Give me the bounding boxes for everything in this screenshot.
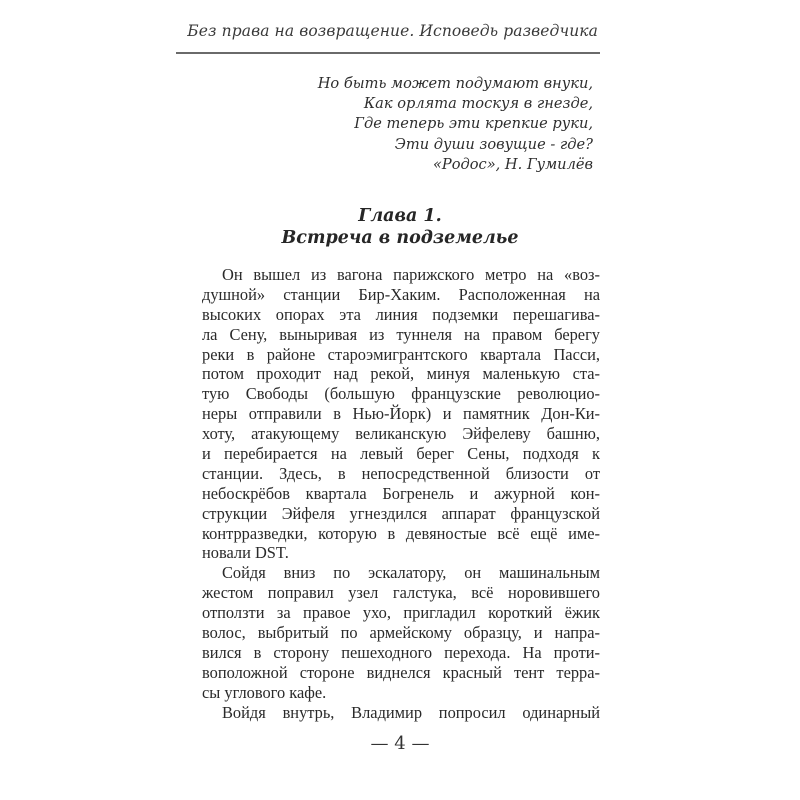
epigraph-attribution: «Родос», Н. Гумилёв	[432, 155, 593, 173]
text-line: реки в районе староэмигрантского квартала Пасси,	[202, 344, 600, 364]
text-line: Сойдя вниз по эскалатору, он машинальным	[222, 563, 600, 583]
chapter-title: Встреча в подземелье	[281, 228, 519, 248]
epigraph	[318, 74, 593, 175]
text-line: ла Сену, выныривая из туннеля на правом берегу	[202, 324, 600, 344]
epigraph-line: Эти души зовущие - где?	[394, 135, 593, 153]
text-line: сы углового кафе.	[202, 682, 327, 702]
text-line: станции. Здесь, в непосредственной близости от	[202, 463, 600, 483]
epigraph-line: Но быть может подумают внуки,	[317, 75, 593, 92]
text-line: тую Свободы (большую французские революцио-	[202, 384, 600, 404]
body-text	[202, 265, 600, 722]
page-number: — 4 —	[370, 733, 430, 754]
text-line: Войдя внутрь, Владимир попросил одинарный	[222, 702, 600, 722]
chapter-number: Глава 1.	[358, 206, 442, 226]
epigraph-line: Как орлята тоскуя в гнезде,	[363, 95, 593, 113]
text-line: Он вышел из вагона парижского метро на «воз-	[222, 265, 600, 284]
text-line: потом проходит над рекой, минуя маленькую ста-	[202, 364, 600, 384]
text-line: волос, выбритый по армейскому образцу, и напра-	[202, 623, 600, 643]
text-line: небоскрёбов квартала Богренель и ажурной кон-	[202, 483, 600, 503]
text-line: душной» станции Бир-Хаким. Расположенная на	[202, 284, 600, 304]
text-line: и перебирается на левый берег Сены, подходя к	[202, 444, 600, 464]
text-line: хоту, атакующему великанскую Эйфелеву башню,	[202, 424, 600, 444]
text-line: новали DST.	[202, 543, 289, 563]
text-line: струкции Эйфеля угнездился аппарат французской	[202, 503, 600, 523]
text-line: отползти за правое ухо, пригладил короткий ёжик	[202, 603, 600, 623]
text-line: вился в сторону пешеходного перехода. На проти-	[202, 642, 600, 662]
text-line: высоких опорах эта линия подземки перешагива-	[202, 304, 600, 324]
text-line: воположной стороне виднелся красный тент терра-	[202, 662, 600, 682]
text-line: контрразведки, которую в девяностые всё ещё име-	[202, 523, 600, 543]
header-rule	[176, 52, 600, 54]
epigraph-line: Где теперь эти крепкие руки,	[354, 115, 593, 133]
text-line: жестом поправил узел галстука, всё норовившего	[202, 583, 600, 603]
text-line: неры отправили в Нью-Йорк) и памятник Дон-Ки-	[202, 404, 600, 424]
chapter-heading	[200, 205, 600, 249]
running-head: Без права на возвращение. Исповедь разведчика	[187, 22, 598, 40]
